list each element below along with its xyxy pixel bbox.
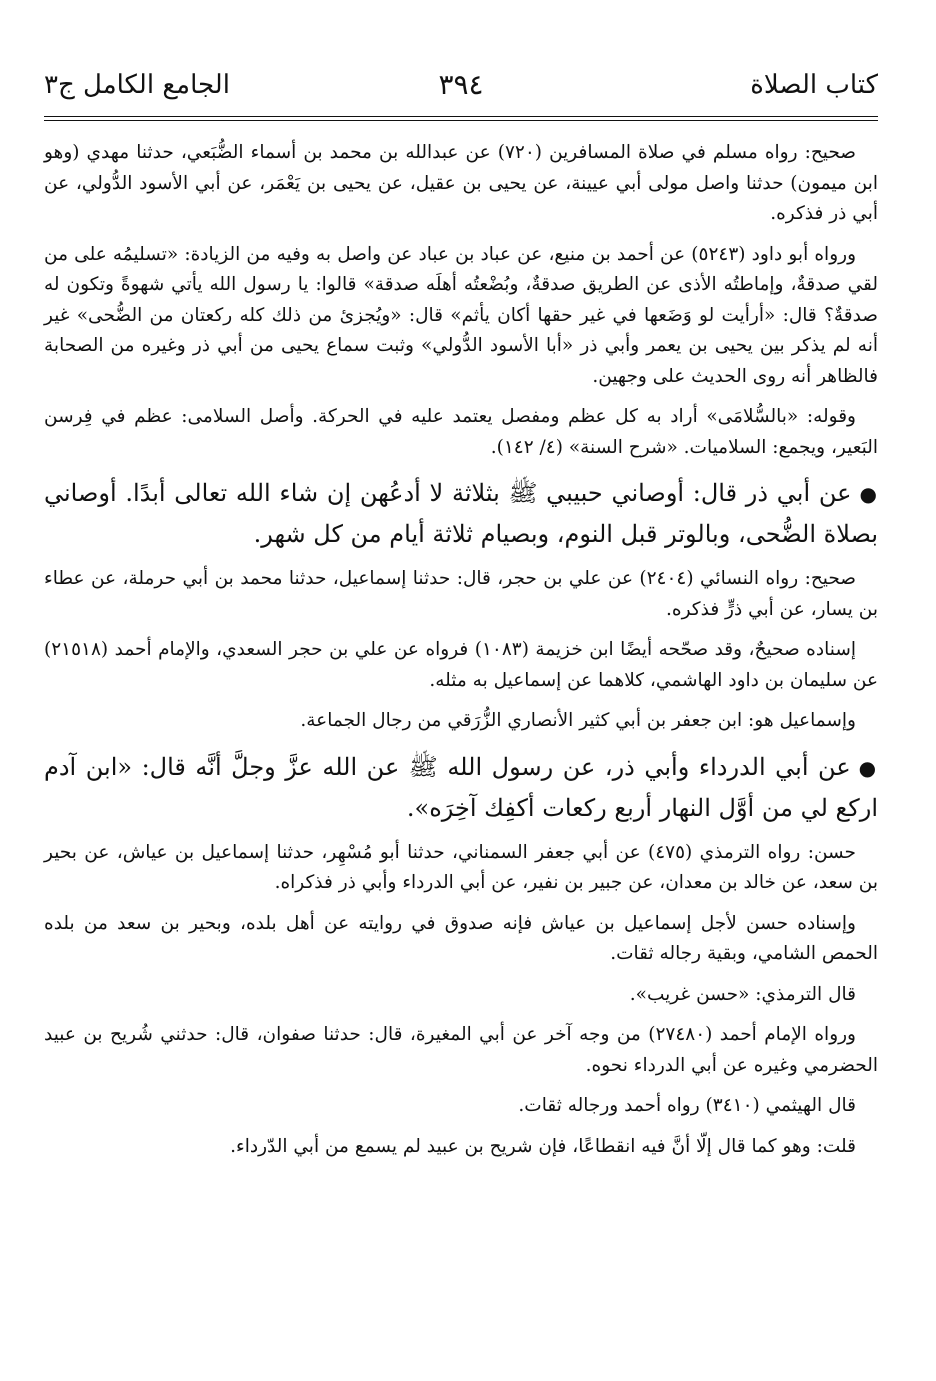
page-body <box>44 138 878 1172</box>
hadith-text <box>44 473 878 554</box>
paragraph: ورواه الإمام أحمد (٢٧٤٨٠) من وجه آخر عن أبي المغيرة، قال: حدثنا صفوان، قال: حدثني شُريح بن عبيد الحضرمي وغيره عن أبي الدرداء نحوه. <box>44 1024 878 1076</box>
bullet-icon: ● <box>859 482 878 506</box>
paragraph: إسناده صحيحٌ، وقد صحّحه أيضًا ابن خزيمة (١٠٨٣) فرواه عن علي بن حجر السعدي، والإمام أحمد (٢١٥١٨) عن سليمان بن داود الهاشمي، كلاهما عن إسماعيل به مثله. <box>44 639 878 691</box>
running-header <box>44 68 878 108</box>
paragraph: صحيح: رواه النسائي (٢٤٠٤) عن علي بن حجر، قال: حدثنا إسماعيل، حدثنا محمد بن أبي حرملة، عن عطاء بن يسار، عن أبي ذرٍّ فذكره. <box>44 568 878 620</box>
header-rule <box>44 116 878 121</box>
paragraph: قلت: وهو كما قال إلّا أنَّ فيه انقطاعًا، فإن شريح بن عبيد لم يسمع من أبي الدّرداء. <box>230 1135 856 1157</box>
hadith-body: عن أبي الدرداء وأبي ذر، عن رسول الله ﷺ عن الله عزَّ وجلَّ أنَّه قال: «ابن آدم اركع لي من أوَّل النهار أربع ركعات أكفِك آخِرَه». <box>44 752 878 822</box>
bullet-icon: ● <box>858 755 879 780</box>
paragraph: وإسماعيل هو: ابن جعفر بن أبي كثير الأنصاري الزُّرَقي من رجال الجماعة. <box>300 710 856 731</box>
page-number: ٣٩٤ <box>438 68 484 101</box>
paragraph: ورواه أبو داود (٥٢٤٣) عن أحمد بن منيع، عن عباد بن عباد عن واصل به وفيه من الزيادة: «تسليمُه على من لقي صدقةٌ، وإماطتُه الأذى عن الطريق صدقةٌ، وبُضْعتُه أهلَه صدقة» قالوا: يا رسول الله يأتي شهوةً وتكون له صدقةٌ؟ قال: «أرأيت لو وَضَعها في غير حقها أكان يأثم» قال: «ويُجزئ من ذلك كله ركعتان من الضُّحى» غير أنه لم يذكر بين يحيى بن يعمر وأبي ذر «أبا الأسود الدُّولي» وثبت سماع يحيى من أبي ذر وغيره من الصحابة فالظاهر أنه روى الحديث على وجهين. <box>44 243 878 387</box>
paragraph: صحيح: رواه مسلم في صلاة المسافرين (٧٢٠) عن عبدالله بن محمد بن أسماء الضُّبَعي، حدثنا مهدي (وهو ابن ميمون) حدثنا واصل مولى أبي عيينة، عن يحيى بن عقيل، عن يحيى بن يَعْمَر، عن أبي الأسود الدُّولي، عن أبي ذر فذكره. <box>44 142 878 224</box>
paragraph: حسن: رواه الترمذي (٤٧٥) عن أبي جعفر السمناني، حدثنا أبو مُسْهِر، حدثنا إسماعيل بن عياش، عن بحير بن سعد، عن خالد بن معدان، عن جبير بن نفير، عن أبي الدرداء وأبي ذر فذكراه. <box>44 841 878 893</box>
hadith-body: عن أبي ذر قال: أوصاني حبيبي ﷺ بثلاثة لا أدعُهن إن شاء الله تعالى أبدًا. أوصاني بصلاة الضُّحى، وبالوتر قبل النوم، وبصيام ثلاثة أيام من كل شهر. <box>44 479 878 548</box>
volume-title: الجامع الكامل ج٣ <box>44 70 230 100</box>
hadith-text <box>44 747 878 828</box>
book-title: كتاب الصلاة <box>750 70 878 100</box>
paragraph: وقوله: «بالسُّلامَى» أراد به كل عظم ومفصل يعتمد عليه في الحركة. وأصل السلامى: عظم في فِرسن البَعير، ويجمع: السلاميات. «شرح السنة» (٤/ ١٤٢). <box>44 406 878 458</box>
paragraph: قال الترمذي: «حسن غريب». <box>629 983 856 1005</box>
paragraph: قال الهيثمي (٣٤١٠) رواه أحمد ورجاله ثقات. <box>518 1095 856 1116</box>
paragraph: وإسناده حسن لأجل إسماعيل بن عياش فإنه صدوق في روايته عن أهل بلده، وبحير بن سعد من بلده الحمص الشامي، وبقية رجاله ثقات. <box>44 912 878 964</box>
